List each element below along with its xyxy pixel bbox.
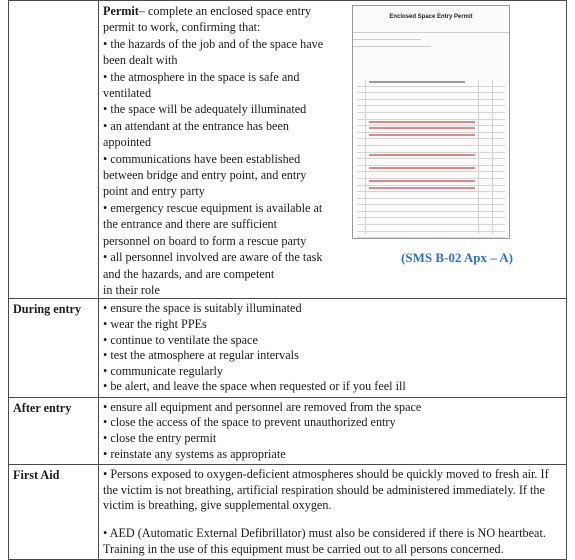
permit-form-checklist-row: [357, 139, 505, 146]
permit-form-field: [353, 40, 431, 47]
permit-form-checklist-row: [357, 205, 505, 212]
permit-line: personnel on board to form a rescue party: [103, 233, 307, 248]
during-entry-item: • be alert, and leave the space when requested or if you feel ill: [103, 379, 406, 394]
figure-caption: (SMS B-02 Apx – A): [401, 250, 513, 265]
permit-line: • all personnel involved are aware of the task: [103, 250, 323, 265]
permit-heading: Permit: [103, 4, 139, 18]
during-entry-item: • wear the right PPEs: [103, 316, 207, 331]
permit-line: • communications have been established: [103, 151, 301, 166]
permit-form-checklist-row: [357, 218, 505, 225]
permit-form-checklist-row: [357, 238, 505, 239]
permit-form-checklist-row: [357, 100, 505, 107]
permit-line: appointed: [103, 135, 152, 150]
permit-form-checklist-row: [357, 166, 505, 173]
permit-label-cell: [9, 1, 99, 299]
after-entry-label: After entry: [9, 397, 99, 464]
permit-form-checklist-row: [357, 133, 505, 140]
first-aid-row: [9, 465, 567, 560]
permit-form-checklist-row: [357, 212, 505, 219]
procedure-table: [8, 0, 567, 560]
permit-form-checklist-row: [357, 232, 505, 239]
after-entry-item: • close the access of the space to prevent unauthorized entry: [103, 415, 396, 430]
permit-figure: [340, 1, 566, 298]
permit-form-checklist-row: [357, 146, 505, 153]
permit-line: and the hazards, and are competent: [103, 266, 275, 281]
permit-text: [99, 1, 340, 298]
permit-line: in their role: [103, 282, 160, 297]
permit-form-checklist-row: [357, 106, 505, 113]
during-entry-content: [99, 299, 567, 398]
during-entry-item: • test the atmosphere at regular intervals: [103, 348, 299, 363]
permit-form-checklist-row: [357, 126, 505, 133]
permit-line: • the space will be adequately illuminated: [103, 102, 307, 117]
after-entry-item: • close the entry permit: [103, 431, 217, 446]
permit-form-checklist-row: [357, 192, 505, 199]
permit-form-checklist: [357, 80, 505, 234]
permit-form-checklist-row: [357, 172, 505, 179]
after-entry-content: [99, 397, 567, 464]
permit-form-title: Enclosed Space Entry Permit: [389, 14, 473, 20]
permit-form-checklist-row: [357, 113, 505, 120]
permit-form-checklist-row: [357, 186, 505, 193]
document-page: [8, 0, 566, 556]
after-entry-item: • reinstate any systems as appropriate: [103, 446, 286, 461]
permit-form-checklist-row: [357, 80, 505, 87]
first-aid-content: [99, 465, 567, 560]
permit-line: the entrance and there are sufficient: [103, 217, 278, 232]
permit-line: been dealt with: [103, 53, 178, 68]
permit-form-checklist-row: [357, 93, 505, 100]
during-entry-item: • ensure the space is suitably illuminated: [103, 301, 302, 316]
permit-line: point and entry party: [103, 184, 205, 199]
permit-form-checklist-row: [357, 87, 505, 94]
permit-line: • the atmosphere in the space is safe and: [103, 69, 300, 84]
during-entry-row: [9, 299, 567, 398]
permit-form-checklist-row: [357, 159, 505, 166]
permit-form-field: [353, 33, 421, 40]
permit-content-cell: [99, 1, 567, 299]
first-aid-label: First Aid: [9, 465, 99, 560]
after-entry-row: [9, 397, 567, 464]
permit-form-thumbnail: [352, 5, 510, 239]
permit-form-field: [353, 26, 509, 33]
permit-intro: – complete an enclosed space entry permit to work, confirming that:: [103, 4, 312, 35]
first-aid-paragraph: • Persons exposed to oxygen-deficient atmospheres should be quickly moved to fresh air. If the victim is not breathing, artificial respiration should be administered immediately. If the victim is breathing, give supplemental oxygen.: [103, 467, 549, 513]
permit-line: • emergency rescue equipment is available at: [103, 200, 323, 215]
after-entry-item: • ensure all equipment and personnel are removed from the space: [103, 399, 422, 414]
permit-line: • an attendant at the entrance has been: [103, 118, 289, 133]
permit-form-checklist-row: [357, 153, 505, 160]
permit-line: • the hazards of the job and of the space have: [103, 36, 324, 51]
permit-row: [9, 1, 567, 299]
permit-form-checklist-row: [357, 179, 505, 186]
permit-form-checklist-row: [357, 225, 505, 232]
first-aid-paragraph: • AED (Automatic External Defibrillator) must also be considered if there is NO heartbeat. Training in the use of this equipment must be carried out to all persons concerned.: [103, 526, 546, 556]
during-entry-label: During entry: [9, 299, 99, 398]
permit-form-checklist-row: [357, 199, 505, 206]
during-entry-item: • continue to ventilate the space: [103, 332, 258, 347]
during-entry-item: • communicate regularly: [103, 363, 224, 378]
permit-line: ventilated: [103, 86, 152, 101]
permit-line: between bridge and entry point, and entry: [103, 168, 307, 183]
permit-form-checklist-row: [357, 120, 505, 127]
